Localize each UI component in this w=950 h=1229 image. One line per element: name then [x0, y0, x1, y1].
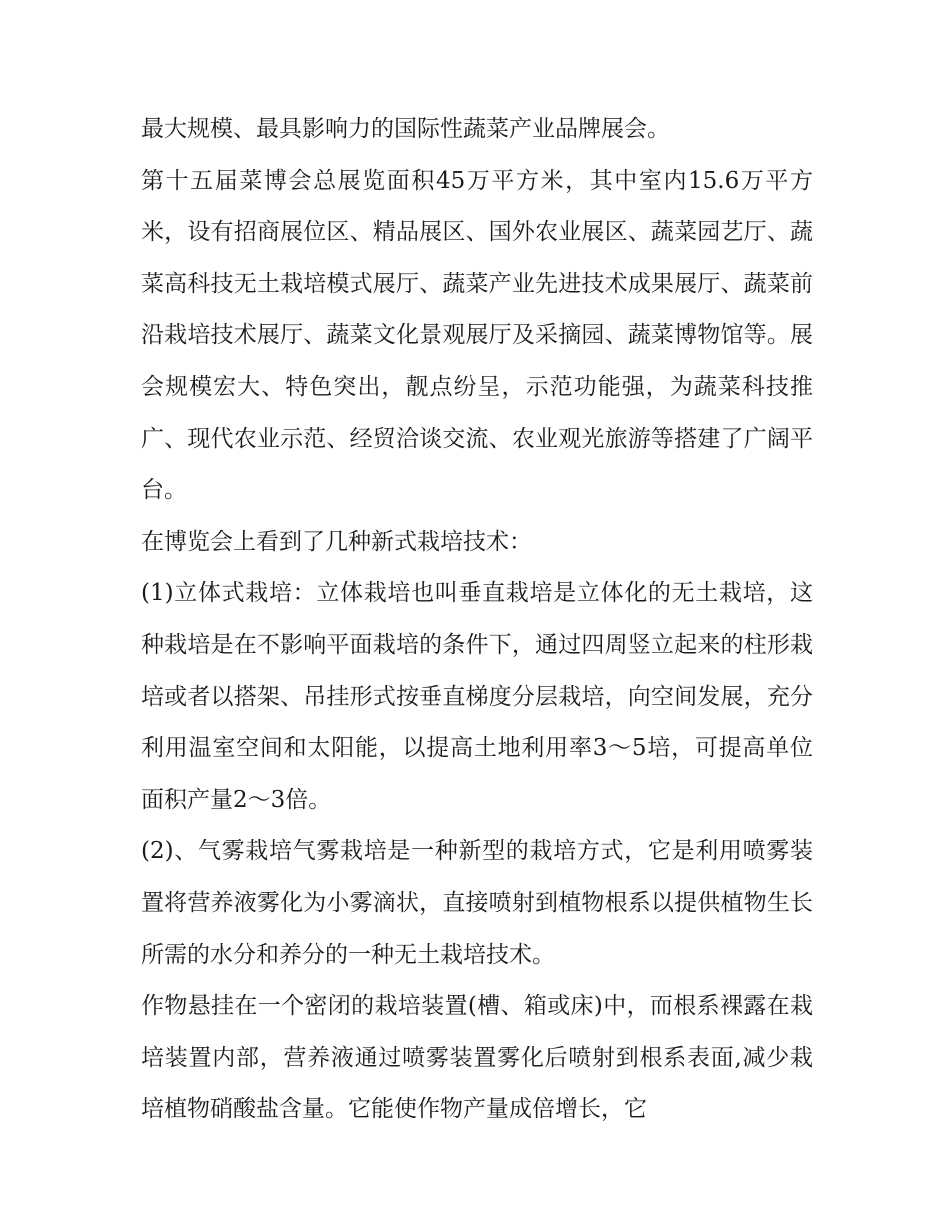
- paragraph-new-techniques-intro: 在博览会上看到了几种新式栽培技术：: [141, 528, 532, 555]
- paragraph-expo-overview: 第十五届菜博会总展览面积45万平方米，其中室内15.6万平方米，设有招商展位区、精品展区、国外农业展区、蔬菜园艺厅、蔬菜高科技无土栽培模式展厅、蔬菜产业先进技术成果展厅、蔬菜前沿栽培技术展厅、蔬菜文化景观展厅及采摘园、蔬菜博物馆等。展会规模宏大、特色突出，靓点纷呈，示范功能强，为蔬菜科技推广、现代农业示范、经贸洽谈交流、农业观光旅游等搭建了广阔平台。: [141, 167, 813, 504]
- document-body: [141, 104, 813, 1136]
- paragraph-aeroponic-details: 作物悬挂在一个密闭的栽培装置(槽、箱或床)中，而根系裸露在栽培装置内部，营养液通过喷雾装置雾化后喷射到根系表面,减少栽培植物硝酸盐含量。它能使作物产量成倍增长，它: [141, 993, 813, 1123]
- paragraph-vertical-cultivation: (1)立体式栽培：立体栽培也叫垂直栽培是立体化的无土栽培，这种栽培是在不影响平面栽培的条件下，通过四周竖立起来的柱形栽培或者以搭架、吊挂形式按垂直梯度分层栽培，向空间发展，充分利用温室空间和太阳能，以提高土地利用率3～5培，可提高单位面积产量2～3倍。: [141, 580, 813, 813]
- paragraph-aeroponic-cultivation: (2)、气雾栽培气雾栽培是一种新型的栽培方式，它是利用喷雾装置将营养液雾化为小雾滴状，直接喷射到植物根系以提供植物生长所需的水分和养分的一种无土栽培技术。: [141, 838, 813, 968]
- paragraph-intro-tail: 最大规模、最具影响力的国际性蔬菜产业品牌展会。: [141, 116, 670, 142]
